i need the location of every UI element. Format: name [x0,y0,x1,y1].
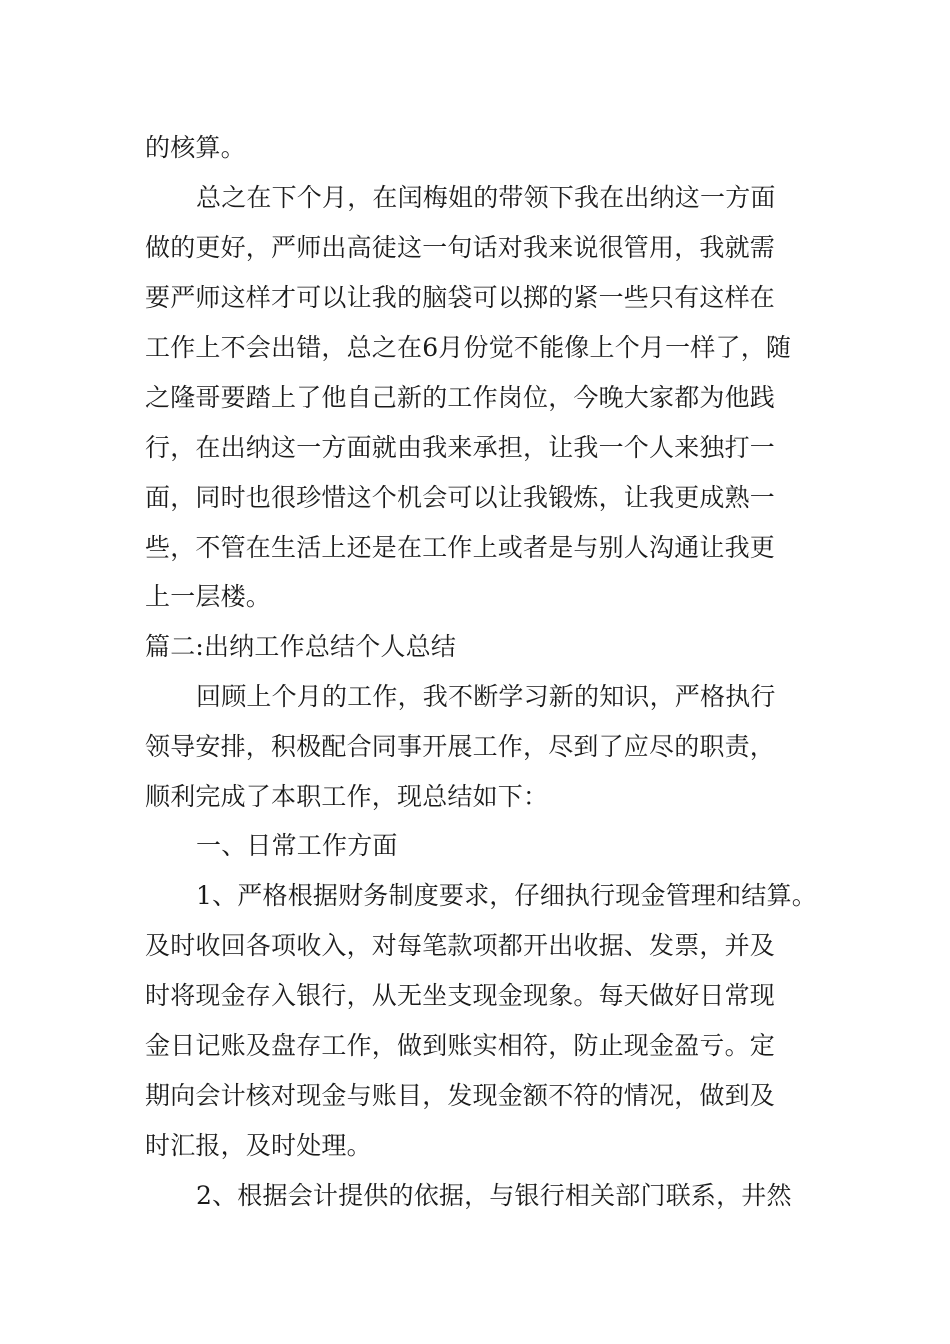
text-line: 金日记账及盘存工作，做到账实相符，防止现金盈亏。定 [145,1031,776,1060]
text-line: 期向会计核对现金与账目，发现金额不符的情况，做到及 [145,1081,776,1110]
text-line: 工作上不会出错，总之在6月份觉不能像上个月一样了，随 [145,333,792,362]
text-line: 上一层楼。 [145,582,272,611]
text-line: 做的更好，严师出高徒这一句话对我来说很管用，我就需 [145,233,776,262]
text-line: 时汇报，及时处理。 [145,1131,372,1160]
text-line: 的核算。 [145,133,246,162]
text-line: 2、根据会计提供的依据，与银行相关部门联系，井然 [196,1181,792,1210]
text-line: 面，同时也很珍惜这个机会可以让我锻炼，让我更成熟一 [145,483,776,512]
text-line: 顺利完成了本职工作，现总结如下： [145,782,549,811]
text-line: 之隆哥要踏上了他自己新的工作岗位，今晚大家都为他践 [145,383,776,412]
section-heading: 篇二:出纳工作总结个人总结 [145,632,457,661]
text-line: 要严师这样才可以让我的脑袋可以掷的紧一些只有这样在 [145,283,776,312]
text-line: 总之在下个月，在闰梅姐的带领下我在出纳这一方面 [196,183,776,212]
subsection-heading: 一、日常工作方面 [196,831,398,860]
text-line: 及时收回各项收入，对每笔款项都开出收据、发票，并及 [145,931,776,960]
text-line: 行，在出纳这一方面就由我来承担，让我一个人来独打一 [145,433,776,462]
text-line: 回顾上个月的工作，我不断学习新的知识，严格执行 [196,682,776,711]
text-line: 时将现金存入银行，从无坐支现金现象。每天做好日常现 [145,981,776,1010]
text-line: 领导安排，积极配合同事开展工作，尽到了应尽的职责， [145,732,776,761]
text-line: 1、严格根据财务制度要求，仔细执行现金管理和结算。 [196,881,817,910]
text-line: 些，不管在生活上还是在工作上或者是与别人沟通让我更 [145,533,776,562]
